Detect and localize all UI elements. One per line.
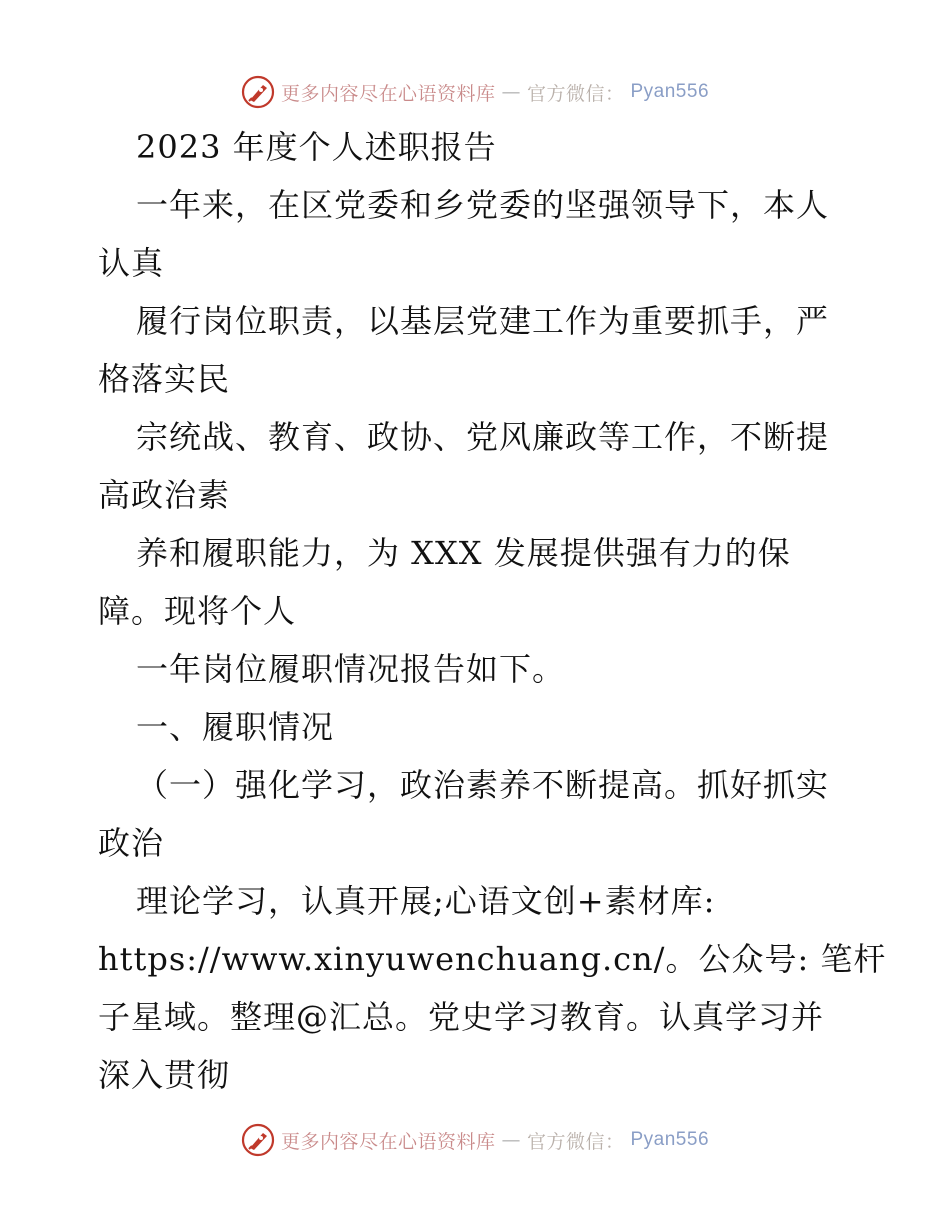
footer-banner[interactable] [0, 1120, 950, 1160]
banner-site-text: 更多内容尽在心语资料库 [280, 82, 496, 105]
pen-nib-logo-icon [241, 75, 275, 109]
body-line-url: https://www.xinyuwenchuang.cn/。公众号: 笔杆 [98, 940, 887, 978]
banner-inner [241, 75, 709, 109]
banner-wechat-id: Pyan556 [630, 81, 710, 102]
banner-inner [241, 1123, 709, 1157]
body-line: 子星域。整理@汇总。党史学习教育。认真学习并 [98, 998, 825, 1036]
body-line: 一年岗位履职情况报告如下。 [136, 650, 566, 688]
body-line: 格落实民 [98, 360, 231, 398]
header-banner[interactable] [0, 72, 950, 112]
banner-wechat-id: Pyan556 [630, 1129, 710, 1150]
document-body [98, 118, 887, 1104]
body-line: 深入贯彻 [98, 1056, 231, 1094]
body-line: 高政治素 [98, 476, 231, 514]
banner-dash: — [501, 81, 521, 103]
banner-wechat-label: 官方微信： [526, 82, 625, 105]
body-line: 政治 [98, 824, 165, 862]
body-line: 一年来，在区党委和乡党委的坚强领导下，本人 [136, 186, 830, 224]
section-heading: 一、履职情况 [136, 708, 335, 746]
body-line: 宗统战、教育、政协、党风廉政等工作，不断提 [136, 418, 830, 456]
pen-nib-logo-icon [241, 1123, 275, 1157]
banner-wechat-label: 官方微信： [526, 1130, 625, 1153]
banner-dash: — [501, 1129, 521, 1151]
body-line: 履行岗位职责，以基层党建工作为重要抓手，严 [136, 302, 830, 340]
body-line: 障。现将个人 [98, 592, 297, 630]
document-title: 2023 年度个人述职报告 [136, 128, 497, 166]
body-line: 理论学习，认真开展;心语文创+素材库: [136, 882, 716, 920]
banner-site-text: 更多内容尽在心语资料库 [280, 1130, 496, 1153]
body-line: 认真 [98, 244, 165, 282]
body-line: 养和履职能力，为 XXX 发展提供强有力的保 [136, 534, 791, 572]
subsection-heading: （一）强化学习，政治素养不断提高。抓好抓实 [136, 766, 830, 804]
